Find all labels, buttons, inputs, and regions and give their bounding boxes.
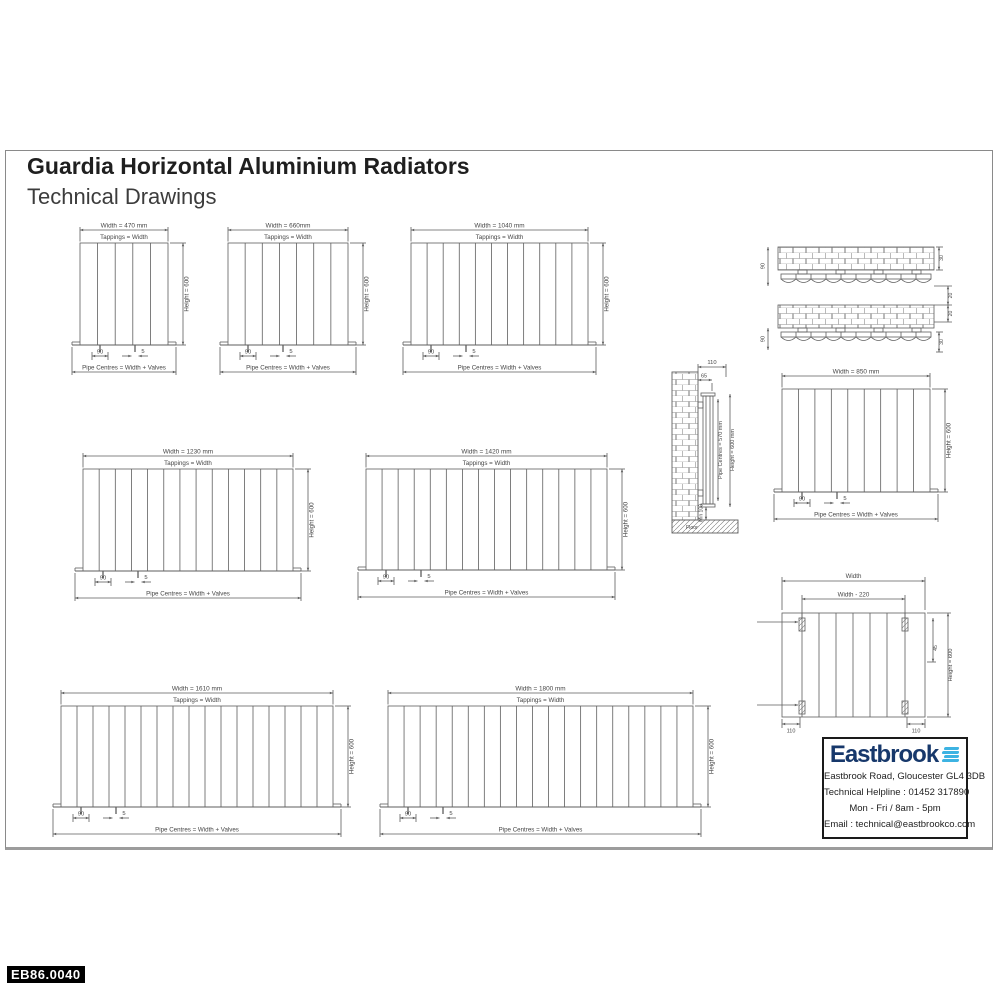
svg-text:Height = 600: Height = 600: [622, 501, 630, 538]
svg-text:110: 110: [911, 728, 921, 735]
svg-text:Height = 600: Height = 600: [183, 276, 191, 312]
svg-text:Width = 1800 mm: Width = 1800 mm: [515, 685, 566, 693]
front-view-radiator-1800: [380, 685, 716, 837]
page-title: Guardia Horizontal Aluminium Radiators: [27, 153, 470, 179]
svg-text:Tappings = Width: Tappings = Width: [462, 460, 511, 468]
svg-text:Pipe Centres = 570 mm: Pipe Centres = 570 mm: [717, 421, 724, 479]
svg-text:90: 90: [382, 574, 390, 581]
svg-text:5: 5: [122, 811, 126, 817]
svg-text:Pipe Centres = Width + Valves: Pipe Centres = Width + Valves: [82, 364, 166, 372]
svg-text:5: 5: [472, 349, 476, 355]
svg-text:Height = 600: Height = 600: [945, 422, 953, 459]
svg-text:Width: Width: [845, 573, 862, 580]
svg-text:Width = 470 mm: Width = 470 mm: [100, 222, 148, 230]
svg-text:5: 5: [449, 811, 453, 817]
svg-text:Tappings = Width: Tappings = Width: [164, 460, 212, 468]
svg-text:5: 5: [141, 349, 145, 355]
svg-text:5: 5: [289, 349, 293, 355]
svg-text:90: 90: [760, 262, 767, 270]
page-subtitle: Technical Drawings: [27, 184, 217, 209]
svg-text:Pipe Centres = Width + Valves: Pipe Centres = Width + Valves: [155, 826, 239, 834]
svg-text:Pipe Centres = Width + Valves: Pipe Centres = Width + Valves: [246, 364, 330, 372]
front-view-radiator-1230: [75, 448, 316, 601]
svg-text:Width = 850 mm: Width = 850 mm: [832, 368, 880, 376]
svg-text:Pipe Centres = Width + Valves: Pipe Centres = Width + Valves: [814, 511, 898, 519]
svg-text:Pipe Centres = Width + Valves: Pipe Centres = Width + Valves: [444, 589, 529, 597]
eastbrook-logo-icon: [941, 747, 960, 764]
bracket-position-view: [757, 573, 954, 735]
front-view-radiator-470: [72, 222, 191, 375]
svg-text:Width = 1610 mm: Width = 1610 mm: [171, 685, 223, 693]
svg-text:110: 110: [707, 360, 717, 367]
svg-text:Height = 600: Height = 600: [348, 738, 356, 775]
svg-text:5: 5: [427, 574, 431, 580]
eastbrook-info-box: [822, 737, 986, 839]
side-view-wall-mount: [672, 360, 738, 533]
front-view-radiator-1610: [53, 685, 356, 837]
svg-text:Pipe Centres = Width + Valves: Pipe Centres = Width + Valves: [457, 364, 542, 372]
svg-text:Height = 600: Height = 600: [708, 738, 716, 775]
svg-text:90: 90: [244, 349, 252, 356]
front-view-radiator-850: [774, 368, 953, 522]
svg-text:Tappings = Width: Tappings = Width: [475, 234, 524, 242]
svg-text:90: 90: [99, 575, 107, 582]
svg-text:110: 110: [786, 728, 796, 735]
svg-text:Width = 1420 mm: Width = 1420 mm: [461, 448, 512, 456]
svg-text:Pipe Centres = Width + Valves: Pipe Centres = Width + Valves: [146, 590, 230, 598]
svg-text:90: 90: [427, 349, 435, 356]
eastbrook-address: Eastbrook Road, Gloucester GL4 3DB: [824, 771, 986, 782]
svg-text:Height = 600: Height = 600: [363, 276, 371, 312]
svg-text:Width = 1230 mm: Width = 1230 mm: [162, 448, 214, 456]
svg-text:Height = 600: Height = 600: [603, 276, 611, 312]
svg-text:65: 65: [700, 373, 708, 380]
svg-text:45: 45: [933, 645, 939, 651]
document-code: EB86.0040: [7, 966, 85, 983]
svg-text:Tappings = Width: Tappings = Width: [173, 697, 221, 705]
svg-text:Tappings = Width: Tappings = Width: [100, 234, 148, 242]
front-view-radiator-1040: [403, 222, 611, 375]
svg-text:Width = 660mm: Width = 660mm: [265, 222, 311, 230]
svg-text:Width - 220: Width - 220: [837, 591, 870, 599]
svg-text:Min 100: Min 100: [698, 504, 705, 522]
svg-text:Tappings = Width: Tappings = Width: [516, 697, 565, 705]
svg-text:20: 20: [948, 292, 954, 299]
front-view-radiator-660: [220, 222, 371, 375]
eastbrook-logo-row: [824, 741, 966, 769]
svg-text:30: 30: [939, 255, 945, 261]
svg-text:Height = 600: Height = 600: [308, 502, 316, 538]
svg-text:Height = 600: Height = 600: [947, 648, 954, 682]
svg-text:90: 90: [404, 811, 412, 818]
eastbrook-hours: Mon - Fri / 8am - 5pm: [849, 803, 941, 814]
svg-text:30: 30: [939, 339, 945, 345]
eastbrook-email: Email : technical@eastbrookco.com: [824, 819, 976, 830]
svg-text:20: 20: [948, 310, 954, 317]
svg-text:Tappings = Width: Tappings = Width: [264, 234, 312, 242]
svg-text:Height = 600 mm: Height = 600 mm: [729, 428, 736, 472]
front-view-radiator-1420: [358, 448, 630, 600]
svg-text:90: 90: [798, 496, 806, 503]
section-views: [761, 247, 955, 352]
svg-text:Width = 1040 mm: Width = 1040 mm: [474, 222, 525, 230]
svg-text:5: 5: [144, 575, 148, 581]
svg-text:90: 90: [96, 349, 104, 356]
svg-text:90: 90: [760, 335, 767, 343]
svg-text:Pipe Centres = Width + Valves: Pipe Centres = Width + Valves: [498, 826, 583, 834]
svg-text:5: 5: [843, 496, 847, 502]
svg-text:Floor: Floor: [686, 525, 698, 531]
svg-text:90: 90: [77, 811, 85, 818]
eastbrook-helpline: Technical Helpline : 01452 317890: [824, 787, 970, 798]
eastbrook-logo: Eastbrook: [829, 741, 939, 768]
